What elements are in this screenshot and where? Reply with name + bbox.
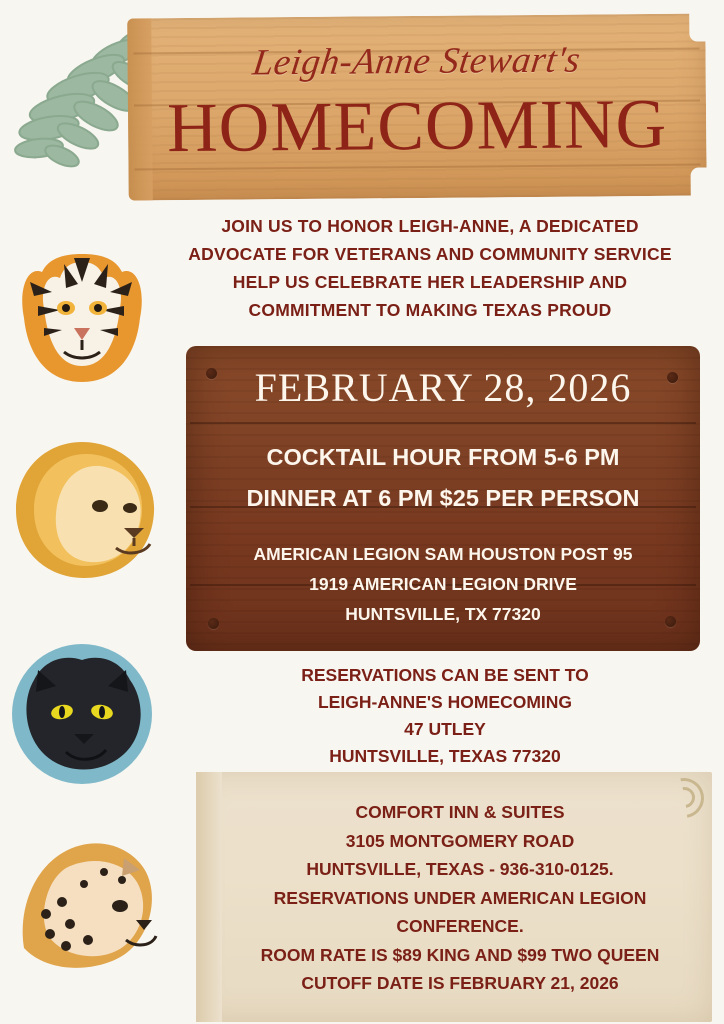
venue-name: AMERICAN LEGION SAM HOUSTON POST 95 [253,544,633,564]
cheetah-portrait-icon [4,828,168,978]
reservations-line: RESERVATIONS CAN BE SENT TO [301,665,589,685]
hotel-line: ROOM RATE IS $89 KING AND $99 TWO QUEEN [260,944,660,965]
hotel-line: RESERVATIONS UNDER AMERICAN LEGION [273,887,647,908]
reservations-line: LEIGH-ANNE'S HOMECOMING [317,692,573,712]
intro-line: HELP US CELEBRATE HER LEADERSHIP AND [232,272,628,292]
top-wood-sign [127,13,707,200]
venue-street: 1919 AMERICAN LEGION DRIVE [309,574,577,594]
hotel-info-scroll [196,772,712,1022]
hotel-line: 3105 MONTGOMERY ROAD [345,830,575,851]
reservations-line: HUNTSVILLE, TEXAS 77320 [329,746,561,766]
hotel-line: CONFERENCE. [396,916,524,936]
dinner-text: DINNER AT 6 PM $25 PER PERSON [246,485,640,511]
page-title: HOMECOMING [166,85,668,168]
lion-portrait-icon [4,436,168,586]
cocktail-hour-text: COCKTAIL HOUR FROM 5-6 PM [266,444,620,470]
hotel-info-text [226,798,694,998]
panther-portrait-icon [4,640,168,790]
hotel-line: COMFORT INN & SUITES [355,802,565,822]
sign-edge-notch [691,167,709,197]
hotel-line: CUTOFF DATE IS FEBRUARY 21, 2026 [301,973,619,993]
event-date: FEBRUARY 28, 2026 [254,365,632,410]
intro-text [150,212,710,324]
tiger-portrait-icon [4,248,168,398]
hotel-line: HUNTSVILLE, TEXAS - 936-310-0125. [306,859,614,879]
reservations-text [210,662,680,770]
intro-line: COMMITMENT TO MAKING TEXAS PROUD [248,300,612,320]
honoree-script-name: Leigh-Anne Stewart's [250,39,583,84]
event-details-board [186,346,700,651]
venue-city: HUNTSVILLE, TX 77320 [345,604,541,624]
intro-line: ADVOCATE FOR VETERANS AND COMMUNITY SERVICE [188,244,672,264]
reservations-line: 47 UTLEY [404,719,486,739]
plank-grain-line [190,422,696,424]
intro-line: JOIN US TO HONOR LEIGH-ANNE, A DEDICATED [221,216,639,236]
